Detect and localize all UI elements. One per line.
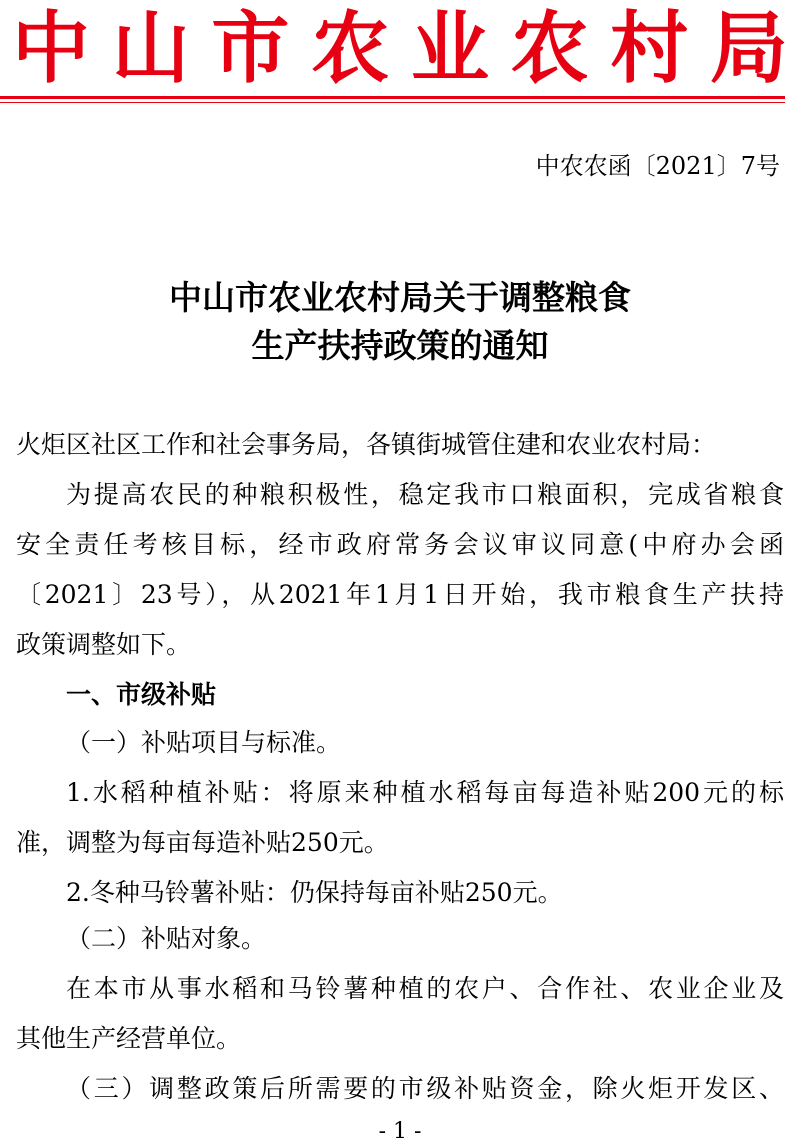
- document-title-line-1: 中山市农业农村局关于调整粮食: [169, 278, 631, 317]
- body-line: （三）调整政策后所需要的市级补贴资金，除火炬开发区、: [66, 1074, 784, 1103]
- body-line: 在本市从事水稻和马铃薯种植的农户、合作社、农业企业及: [66, 974, 784, 1003]
- masthead-char: 中: [12, 3, 91, 94]
- body-line: 安全责任考核目标，经市政府常务会议审议同意(中府办会函: [16, 530, 784, 559]
- masthead-char: 业: [410, 3, 489, 94]
- document-number: 中农农函〔2021〕7号: [535, 152, 780, 180]
- masthead-char: 市: [211, 3, 290, 94]
- masthead-char: 农: [510, 3, 589, 94]
- document-title-line-2: 生产扶持政策的通知: [251, 326, 549, 365]
- subsection-heading: （二）补贴对象。: [66, 924, 267, 953]
- body-line: 其他生产经营单位。: [16, 1024, 242, 1053]
- body-line: 1.水稻种植补贴：将原来种植水稻每亩每造补贴200元的标: [66, 778, 784, 807]
- masthead-char: 村: [610, 3, 689, 94]
- section-heading: 一、市级补贴: [66, 680, 217, 709]
- body-line: 准，调整为每亩每造补贴250元。: [16, 828, 389, 857]
- body-line: 〔2021〕23号），从2021年1月1日开始，我市粮食生产扶持: [16, 580, 784, 609]
- body-line: 为提高农民的种粮积极性，稳定我市口粮面积，完成省粮食: [66, 480, 784, 509]
- body-line: 2.冬种马铃薯补贴：仍保持每亩补贴250元。: [66, 878, 563, 907]
- masthead-char: 局: [709, 3, 788, 94]
- masthead-red-rule: [0, 96, 785, 99]
- salutation: 火炬区社区工作和社会事务局，各镇街城管住建和农业农村局：: [16, 430, 717, 459]
- page-number: - 1 -: [378, 1119, 422, 1144]
- masthead-char: 农: [311, 3, 390, 94]
- masthead-red-rule-thin: [0, 102, 785, 103]
- body-line: 政策调整如下。: [16, 630, 192, 659]
- masthead-char: 山: [111, 3, 190, 94]
- masthead-title: [12, 3, 788, 94]
- subsection-heading: （一）补贴项目与标准。: [66, 728, 342, 757]
